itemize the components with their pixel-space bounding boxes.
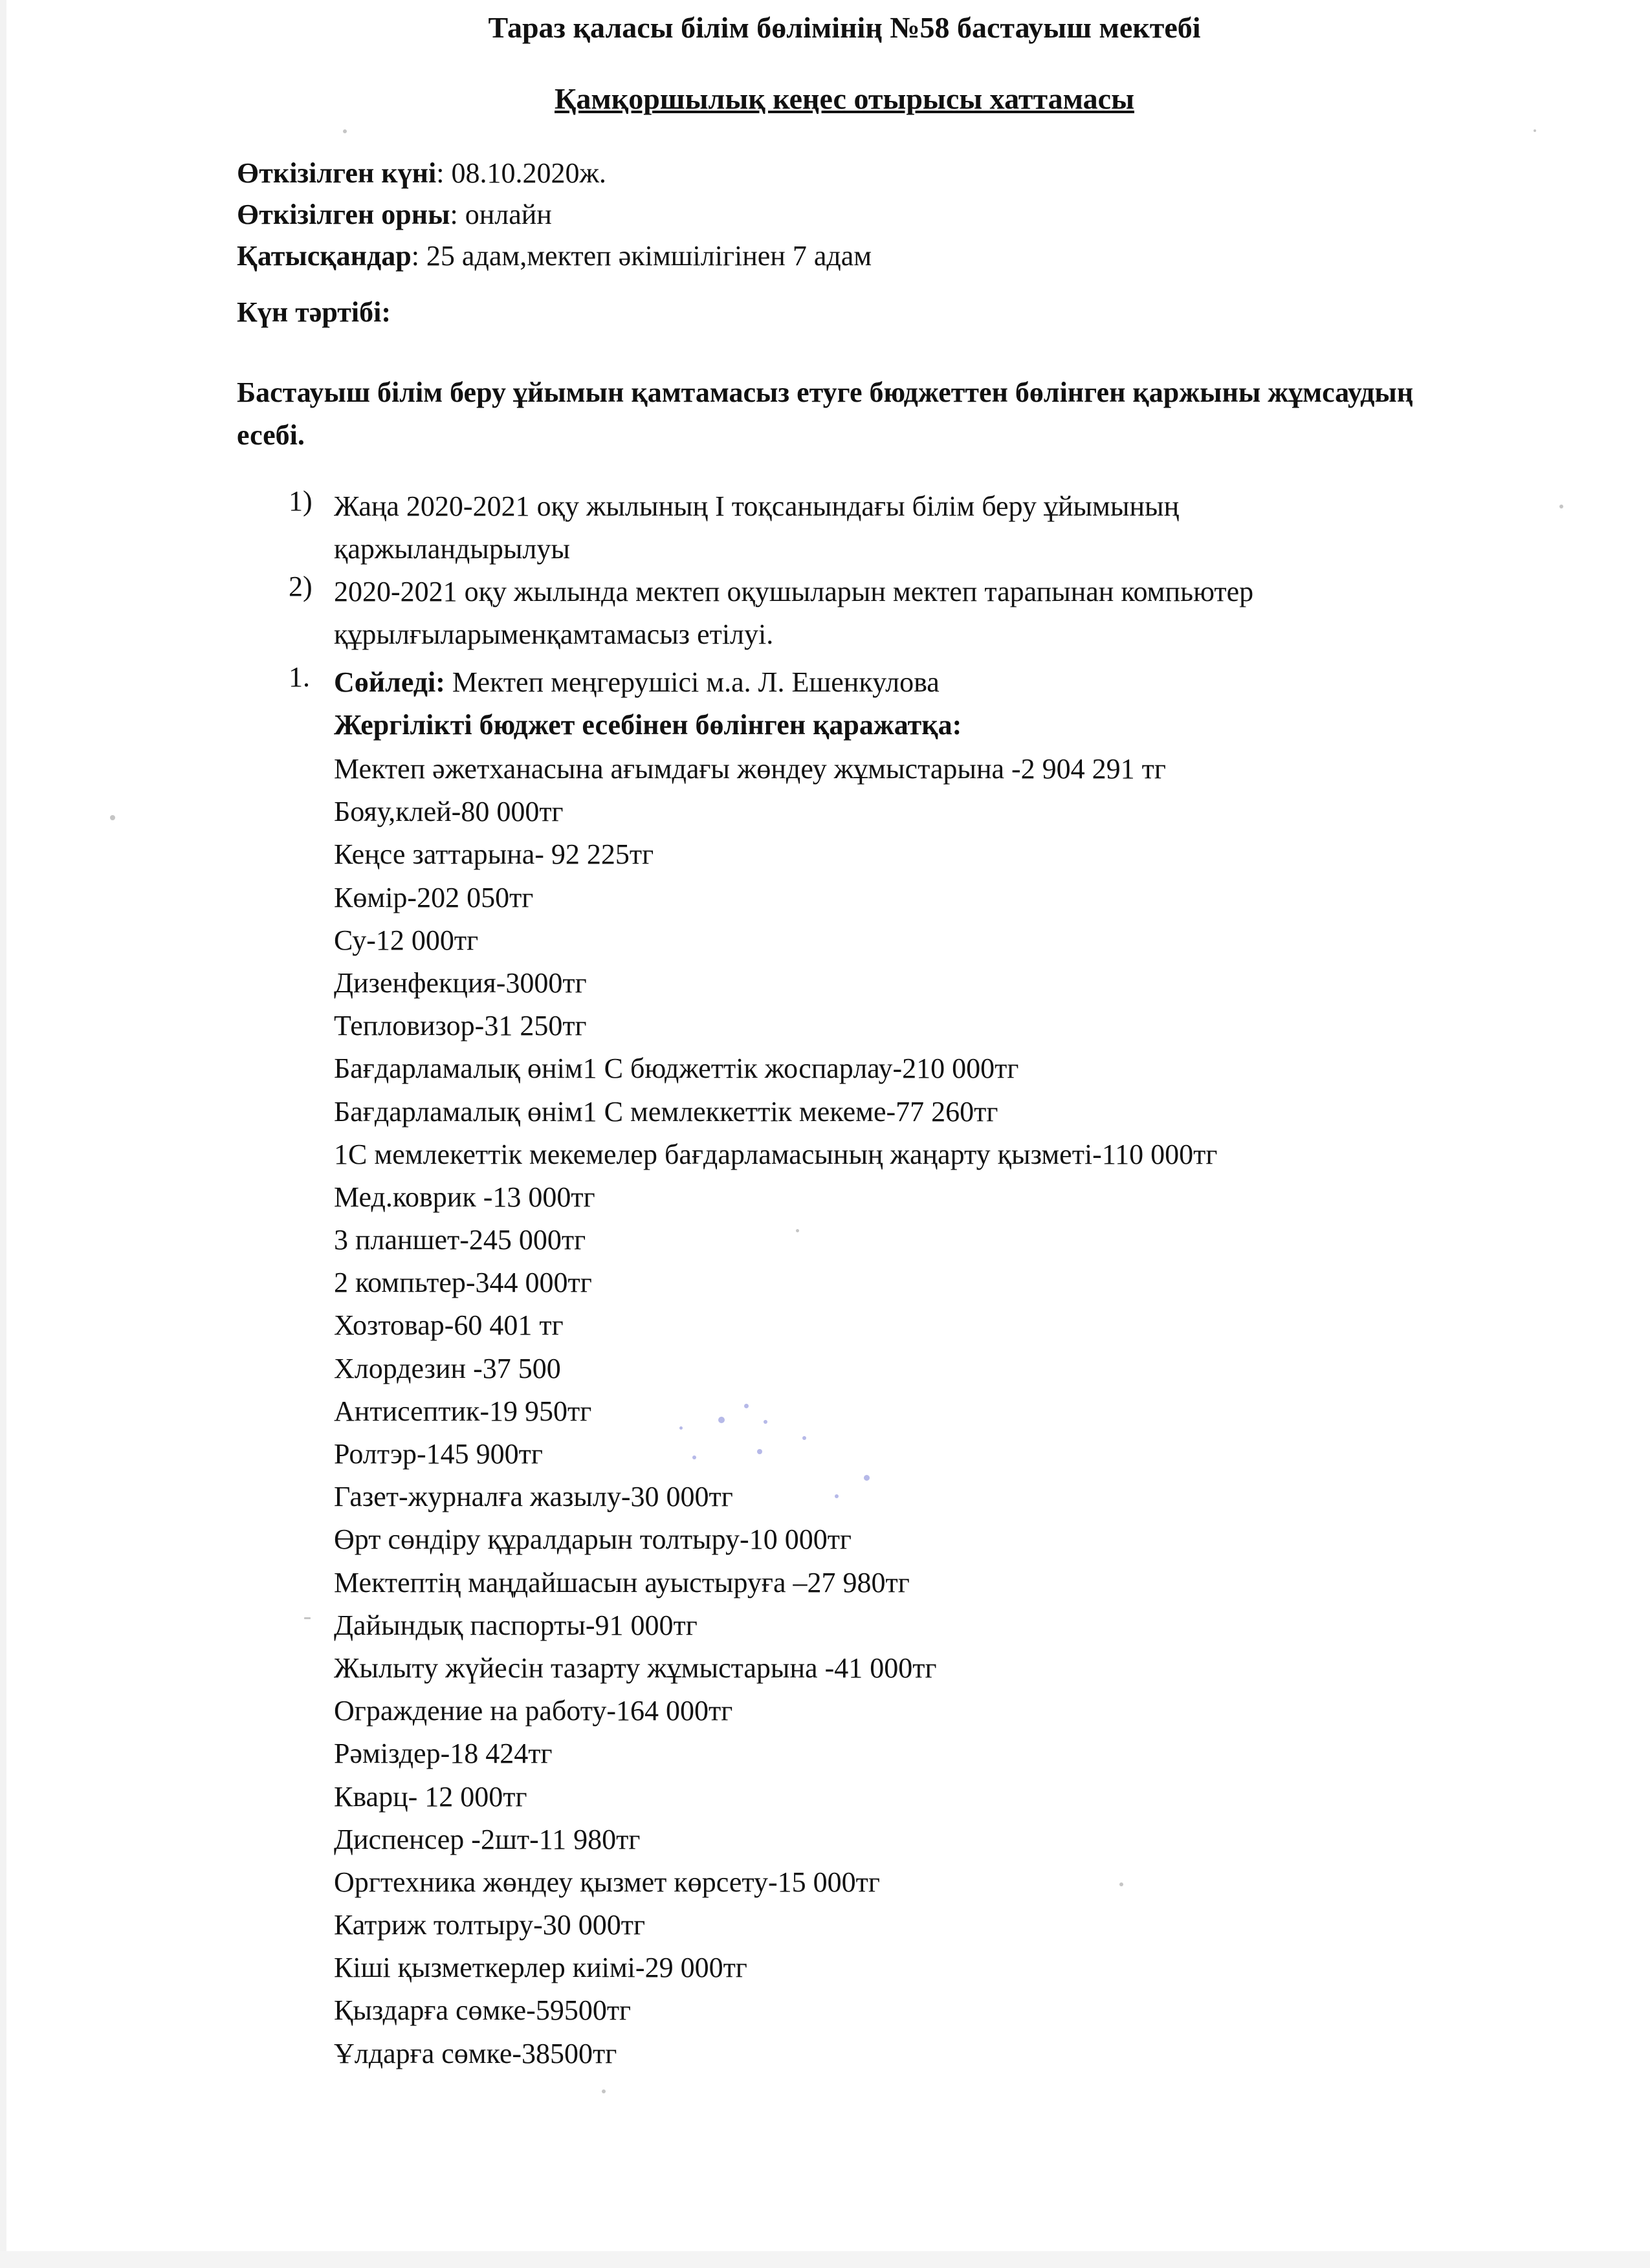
- agenda-item-line: құрылғыларыменқамтамасыз етілуі.: [334, 618, 774, 650]
- meta-participants: [237, 235, 872, 277]
- minutes-title: [19, 83, 1650, 115]
- speaker-text: Мектеп меңгерушісі м.а. Л. Ешенкулова: [445, 666, 940, 698]
- budget-heading: Жергілікті бюджет есебінен бөлінген қаражатқа:: [334, 709, 962, 741]
- scan-speck: [864, 1475, 870, 1481]
- speaker-item: [237, 661, 962, 747]
- place-label: Өткізілген орны: [237, 199, 450, 230]
- minutes-title-text: Қамқоршылық кеңес отырысы хаттамасы: [555, 82, 1134, 115]
- budget-item: Ограждение на работу-164 000тг: [334, 1695, 733, 1727]
- budget-item: Кеңсе заттарына- 92 225тг: [334, 838, 654, 871]
- budget-item: Бояу,клей-80 000тг: [334, 796, 564, 828]
- scan-speck: [1119, 1882, 1123, 1886]
- budget-item: Ролтэр-145 900тг: [334, 1438, 543, 1470]
- speaker-block: [237, 661, 962, 747]
- scan-speck: [1534, 129, 1536, 132]
- scan-speck: [835, 1494, 839, 1498]
- budget-item: Газет-журналға жазылу-30 000тг: [334, 1481, 733, 1513]
- budget-item: 2 компьтер-344 000тг: [334, 1267, 592, 1299]
- school-title: Тараз қаласы білім бөлімінің №58 бастауыш мектебі: [488, 11, 1201, 44]
- budget-item: Ұлдарға сөмке-38500тг: [334, 2037, 617, 2069]
- agenda-item: [237, 485, 1253, 571]
- budget-item: Өрт сөндіру құралдарын толтыру-10 000тг: [334, 1523, 852, 1556]
- date-value: : 08.10.2020ж.: [436, 157, 606, 189]
- budget-item: Мектеп әжетханасына ағымдағы жөндеу жұмыстарына -2 904 291 тг: [334, 753, 1166, 785]
- agenda-item-line: қаржыландырылуы: [334, 533, 570, 565]
- agenda-heading: Күн тәртібі:: [237, 296, 391, 328]
- scan-speck: [692, 1456, 696, 1459]
- budget-item: Бағдарламалық өнім1 С мемлеккеттік мекеме-77 260тг: [334, 1095, 998, 1128]
- budget-item: Жылыту жүйесін тазарту жұмыстарына -41 000тг: [334, 1652, 937, 1684]
- agenda-item-line: Жаңа 2020-2021 оқу жылының І тоқсанындағы білім беру ұйымының: [334, 490, 1180, 522]
- budget-item: 3 планшет-245 000тг: [334, 1224, 586, 1256]
- budget-item: Қыздарға сөмке-59500тг: [334, 1994, 632, 2027]
- scan-speck: [1559, 505, 1563, 508]
- scan-speck: [602, 2089, 606, 2093]
- agenda-item-number: 1): [289, 485, 313, 517]
- scan-speck: [764, 1420, 767, 1424]
- budget-item: 1С мемлекеттік мекемелер бағдарламасының жаңарту қызметі-110 000тг: [334, 1138, 1218, 1170]
- participants-value: : 25 адам,мектеп әкімшілігінен 7 адам: [411, 240, 872, 272]
- budget-item: Оргтехника жөндеу қызмет көрсету-15 000тг: [334, 1866, 880, 1898]
- scan-speck: [110, 815, 115, 820]
- meta-date: [237, 153, 872, 194]
- budget-item: Диспенсер -2шт-11 980тг: [334, 1823, 641, 1855]
- scan-speck: [304, 1617, 311, 1619]
- agenda-item-line: 2020-2021 оқу жылында мектеп оқушыларын мектеп тарапынан компьютер: [334, 576, 1254, 607]
- meeting-meta: [237, 153, 872, 277]
- agenda-list: [237, 485, 1253, 656]
- report-title: Бастауыш білім беру ұйымын қамтамасыз етуге бюджеттен бөлінген қаржыны жұмсаудың есебі.: [237, 376, 1414, 451]
- budget-item: Бағдарламалық өнім1 С бюджеттік жоспарлау-210 000тг: [334, 1052, 1019, 1085]
- scan-speck: [796, 1229, 799, 1232]
- budget-item: Антисептик-19 950тг: [334, 1395, 592, 1427]
- budget-item: Кіші қызметкерлер киімі-29 000тг: [334, 1952, 747, 1984]
- scan-speck: [802, 1436, 806, 1440]
- budget-item: Катриж толтыру-30 000тг: [334, 1909, 646, 1941]
- budget-item: Хозтовар-60 401 тг: [334, 1309, 564, 1342]
- speaker-label: Сөйледі:: [334, 666, 445, 698]
- budget-item: Дайындық паспорты-91 000тг: [334, 1609, 698, 1641]
- agenda-item: [237, 571, 1253, 656]
- speaker-number: 1.: [289, 661, 310, 693]
- agenda-item-number: 2): [289, 571, 313, 602]
- scan-speck: [343, 129, 347, 133]
- scan-speck: [757, 1449, 762, 1454]
- budget-item: Дизенфекция-3000тг: [334, 966, 587, 999]
- speaker-line: [334, 661, 962, 704]
- scan-speck: [718, 1417, 725, 1423]
- place-value: : онлайн: [450, 199, 552, 230]
- budget-item: Мектептің маңдайшасын ауыстыруға –27 980тг: [334, 1566, 910, 1598]
- budget-item: Тепловизор-31 250тг: [334, 1010, 587, 1042]
- budget-item: Мед.коврик -13 000тг: [334, 1181, 595, 1213]
- budget-list: [334, 748, 1217, 2075]
- budget-item: Кварц- 12 000тг: [334, 1780, 527, 1813]
- budget-item: Рәміздер-18 424тг: [334, 1738, 553, 1770]
- scan-speck: [679, 1426, 683, 1430]
- budget-item: Көмір-202 050тг: [334, 881, 534, 913]
- meta-place: [237, 194, 872, 235]
- participants-label: Қатысқандар: [237, 240, 412, 272]
- date-label: Өткізілген күні: [237, 157, 437, 189]
- budget-item: Хлордезин -37 500: [334, 1352, 561, 1384]
- scan-speck: [744, 1404, 749, 1408]
- budget-item: Су-12 000тг: [334, 924, 479, 956]
